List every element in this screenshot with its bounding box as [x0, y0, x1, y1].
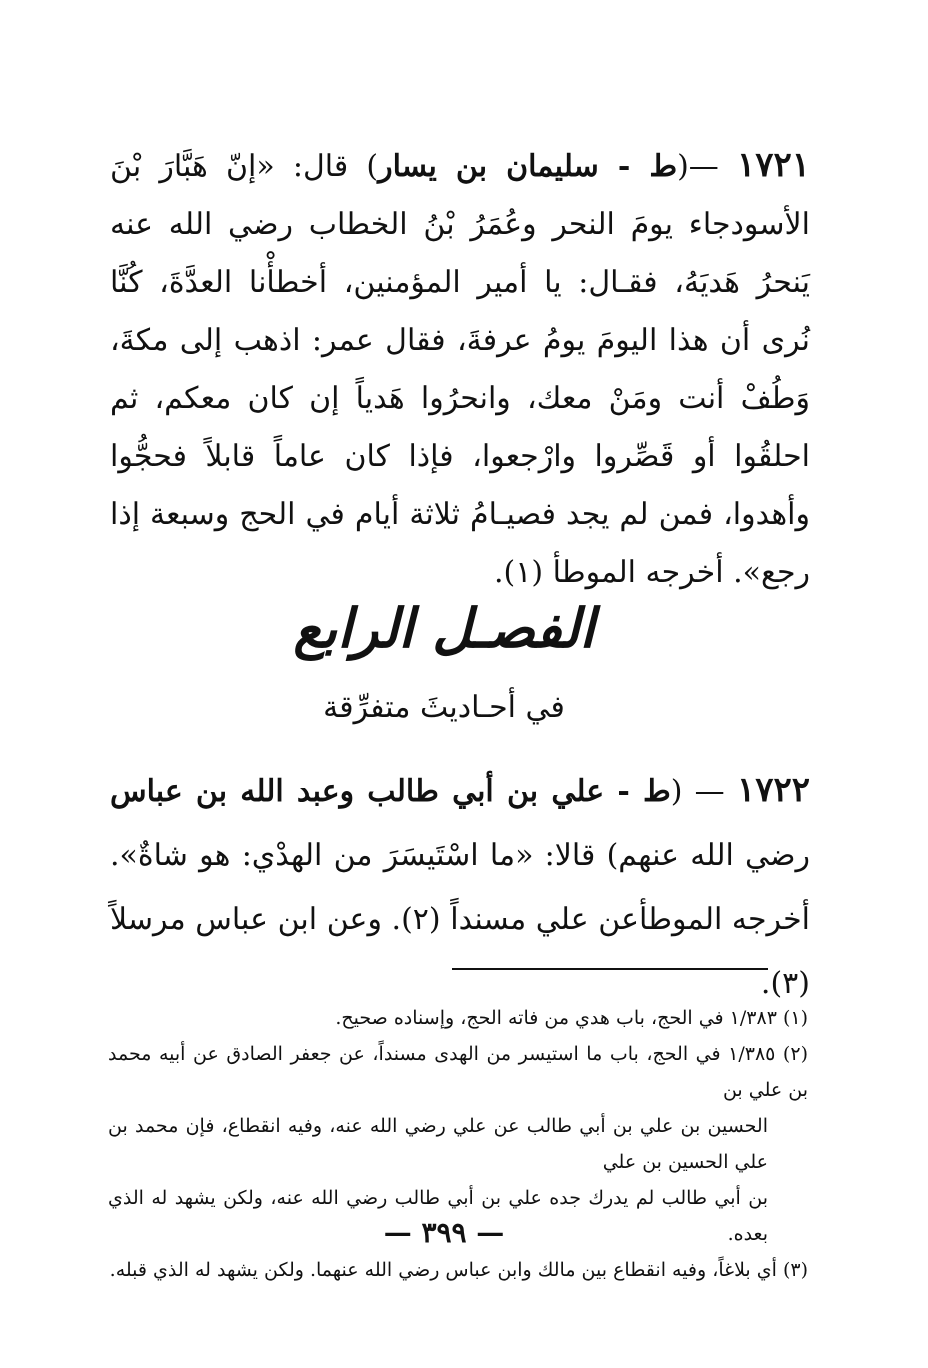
hadith-dash: —(: [677, 149, 737, 184]
footnote-2-line-1: (٢) ١/٣٨٥ في الحج، باب ما استيسر من الهدى مسنداً، عن جعفر الصادق عن أبيه محمد بن علي بن: [108, 1043, 808, 1101]
page-number: — ٣٩٩ —: [383, 1216, 505, 1249]
hadith-number: ١٧٢١: [736, 145, 810, 185]
chapter-subtitle: في أحـاديثَ متفرِّقة: [323, 690, 565, 725]
hadith-text: ) قال: «إنّ هَبَّارَ بْنَ الأسودجاء يومَ النحر وعُمَرُ بْنُ الخطاب رضي الله عنه يَنحرُ هَديَهُ، فقـال: يا أمير المؤمنين، أخطأْنا العدَّةَ، كُنَّا نُرى أن هذا اليومَ يومُ عرفةَ، فقال عمر: اذهب إلى مكةَ، وَطُفْ أنت ومَنْ معك، وانحرُوا هَدياً إن كان معكم، ثم احلقُوا أو قَصِّروا وارْجعوا، فإذا كان عاماً قابلاً فحجُّوا وأهدوا، فمن لم يجد فصيـامُ ثلاثة أيام في الحج وسبعة إذا رجع». أخرجه الموطأ (١).: [110, 149, 810, 590]
hadith-1721-paragraph: [110, 136, 810, 602]
footnote-3: (٣) أي بلاغاً، وفيه انقطاع بين مالك وابن عباس رضي الله عنهما. ولكن يشهد له الذي قبله.: [109, 1259, 808, 1281]
hadith-number: ١٧٢٢: [736, 770, 810, 810]
hadith-1722-paragraph: [110, 758, 810, 1016]
hadith-dash: — (: [670, 774, 737, 809]
footnote-1: (١) ١/٣٨٣ في الحج، باب هدي من فاته الحج، وإسناده صحيح.: [335, 1007, 808, 1029]
hadith-source: ط - علي بن أبي طالب وعبد الله بن عباس: [110, 774, 671, 809]
hadith-text: رضي الله عنهم) قالا: «ما اسْتَيسَرَ من الهدْي: هو شاةٌ». أخرجه الموطأعن علي مسنداً (٢). وعن ابن عباس مرسلاً (٣).: [110, 838, 810, 1001]
footnote-2-line-2: الحسين بن علي بن أبي طالب عن علي رضي الله عنه، وفيه انقطاع، فإن محمد بن علي الحسين بن علي: [108, 1115, 768, 1173]
footnote-2-line-3: بن أبي طالب لم يدرك جده علي بن أبي طالب رضي الله عنه، ولكن يشهد له الذي بعده.: [108, 1187, 768, 1245]
chapter-title: الفصـل الرابع: [293, 596, 595, 660]
footnote-divider: [452, 968, 768, 970]
hadith-source: ط - سليمان بن يسار: [378, 149, 678, 184]
